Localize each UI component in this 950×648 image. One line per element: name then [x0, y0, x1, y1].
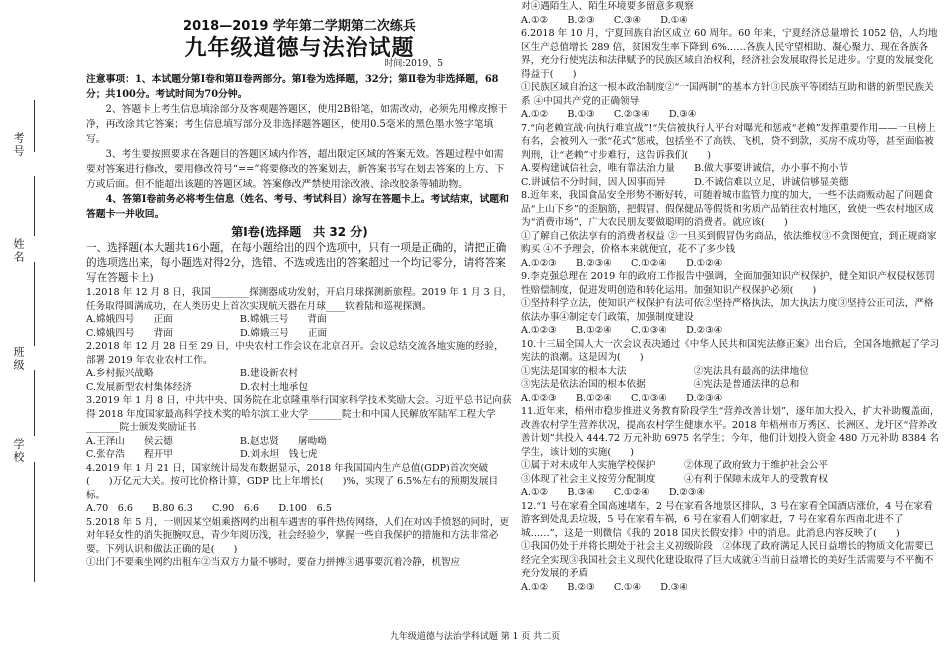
- option-line: ①宪法是国家的根本大法 ②宪法具有最高的法律地位: [521, 365, 809, 377]
- question-line: 1.2018 年 12 月 8 日，我国________探测器成功发射，开启月球探测新旅程。2019 年 1 月 3 日，任务取得圆满成功，在人类历史上首次实现航天器在月球____软着陆和巡视探测。: [86, 287, 512, 312]
- margin-line: [34, 176, 35, 236]
- option-line: C.讲诚信不分时间，因人因事而异 D.不诚信难以立足，讲诚信够显美德: [521, 176, 849, 188]
- option-line: C.发展新型农村集体经济 D.农村土地承包: [86, 381, 308, 393]
- option-line: A.①②③ B.①②④ C.①③④ D.②③④: [521, 325, 723, 336]
- notice-item-2: 2、答题卡上考生信息填涂部分及客观题答题区，使用2B铅笔，如需改动，必须先用橡皮擦干净，再改涂其它答案；考生信息填写部分及非选择题答题区，使用0.5毫米的黑色墨水签字笔填写。: [86, 103, 508, 145]
- option-line: C.张存浩 程开甲 D.刘永坦 钱七虎: [86, 449, 318, 460]
- notice-item-4: 4、答第Ⅰ卷前务必将考生信息（姓名、考号、考试科目）涂写在答题卡上。考试结束，试题和答题卡一并收回。: [86, 193, 509, 220]
- option-line: A.王泽山 侯云德 B.赵忠贤 屠呦呦: [86, 435, 327, 447]
- option-line: A.①②③ B.②③④ C.①②④ D.①②④: [521, 257, 723, 269]
- margin-line: [34, 100, 35, 152]
- option-line: A.要构建诚信社会，唯有靠法治力量 B.做大事要讲诚信，办小事不拘小节: [521, 163, 849, 174]
- exam-title: 2018—2019 学年第二学期第二次练兵: [183, 19, 416, 34]
- right-column: [521, 0, 941, 594]
- subject-title: 九年级道德与法治试题: [184, 35, 415, 61]
- question-line: 8.近年来，我国食品安全形势不断好转，可随着城市监管力度的加大，一些不法商贩动起了问题食品“上山下乡”的歪脑筋，把假冒、假保健品等假货和劣质产品销往农村地区，致使一些农村地区成为“消费市场”，广大农民朋友要做聪明的消费者。就应该( ): [521, 190, 934, 228]
- question-line: 10.十三届全国人大一次会议表决通过《中华人民共和国宪法修正案》出台后，全国各地掀起了学习宪法的浪潮。这是因为( ): [521, 338, 940, 363]
- question-line: 6.2018 年 10 月，宁夏回族自治区成立 60 周年。60 年来，宁夏经济总量增长 1052 倍，人均地区生产总值增长 289 倍，贫困发生率下降到 6%……各族人民守望相助、凝心聚力、现在各族各界，充分行使宪法和法律赋予的民族区域自治权利，经济社会发展取得长足进步。宁夏的发展变化得益于( ): [521, 28, 938, 80]
- question-line: ①民族区域自治这一根本政治制度②“一国两制”的基本方针③民族平等团结互助和谐的新型民族关系 ④中国共产党的正确领导: [521, 82, 934, 107]
- margin-label-name: 姓名: [12, 238, 25, 264]
- page-footer: 九年级道德与法治学科试题 第 1 页 共二页: [389, 632, 561, 642]
- margin-line: [34, 262, 35, 346]
- exam-time: 时间:2019、5: [384, 59, 443, 69]
- option-line: C.嫦娥四号 背面 D.嫦娥三号 正面: [86, 327, 328, 339]
- option-line: A.①② B.②③ C.①④ D.③④: [521, 581, 688, 593]
- section-title: 第Ⅰ卷(选择题 共 32 分): [231, 224, 368, 239]
- question-line: ①坚持科学立法，使知识产权保护有法可依②坚持严格执法，加大执法力度③坚持公正司法，严格依法办事④制定专门政策，加强制度建设: [521, 298, 934, 323]
- margin-label-class: 班级: [12, 346, 25, 372]
- question-line: 3.2019 年 1 月 8 日，中共中央、国务院在北京隆重举行国家科学技术奖励大会。习近平总书记向获得 2018 年度国家最高科学技术奖的哈尔滨工业大学_______院士和中国人民解放军陆军工程大学_______院士颁发奖励证书: [86, 395, 512, 433]
- option-line: A.嫦娥四号 正面 B.嫦娥三号 背面: [86, 314, 327, 325]
- notice-item-3: 3、考生要按照要求在各题目的答题区域内作答，超出限定区域的答案无效。答题过程中如需要对答案进行修改，要用修改符号“==”将要修改的答案划去，新答案书写在划去答案的上方、下方或后面。但不能超出该题的答题区域。答案修改严禁使用涂改液、涂改胶条等辅助物。: [86, 148, 505, 190]
- question-line: 12.“1 号在家看全国高速堵车，2 号在家看各地景区排队，3 号在家看全国酒店涨价，4 号在家看游客到处乱丢垃圾，5 号在家看车祸，6 号在家看人们朝家赶，7 号在家看东西南北进不了城……”，这是一则微信《我的 2018 国庆长假安排》中的消息。此消息内容反映了( ): [521, 500, 933, 539]
- option-line: A.①② B.①③ C.②③④ D.③④: [521, 109, 697, 120]
- margin-line: [34, 370, 35, 436]
- notice-block: [86, 72, 513, 222]
- option-line: A.①② B.③④ C.①②④ D.②③④: [521, 487, 706, 498]
- margin-line: [34, 462, 35, 582]
- margin-label-exam-number: 考号: [12, 132, 25, 158]
- margin-label-school: 学校: [12, 438, 25, 464]
- notice-item-1: 注意事项：1、本试题分第Ⅰ卷和第Ⅱ卷两部分。第Ⅰ卷为选择题，32分；第Ⅱ卷为非选择题，68分；共100分。考试时间为70分钟。: [86, 73, 499, 100]
- section-intro: 一、选择题(本大题共16小题，在每小题给出的四个选项中，只有一项是正确的，请把正确的选项选出来，每小题选对得2分，选错、不选或选出的答案超过一个均记零分，请将答案写在答题卡上): [86, 242, 507, 284]
- option-line: ③宪法是依法治国的根本依据 ④宪法是普通法律的总和: [521, 379, 800, 390]
- question-line: ①出门不要乘坐网约出租车②当双方力量不够时，要奋力拼搏③遇事要沉着冷静，机智应: [86, 557, 461, 568]
- question-line: 对④遇陌生人、陌生环境要多留意多观察: [521, 1, 694, 12]
- question-line: 5.2018 年 5 月，一则因某空姐乘搭网约出租车遇害的事件热传网络，人们在对凶手愤怒的同时，更对年轻女性的消失扼腕叹息，青少年阅历浅，社会经验少，掌握一些自我保护的措施和方法非常必要。下列认识和做法正确的是( ): [86, 516, 509, 555]
- option-line: ①属于对未成年人实施学校保护 ②体现了政府致力于维护社会公平: [521, 460, 828, 471]
- binding-margin: [0, 0, 80, 648]
- option-line: A.①②③ B.①②④ C.①③④ D.②③④: [521, 392, 723, 404]
- question-line: ①我国仍处于并将长期处于社会主义初级阶段 ②体现了政府满足人民日益增长的物质文化需要已经完全实现③我国社会主义现代化建设取得了巨大成就④当前日益增长的美好生活需要与不平衡不充分发展的矛盾: [521, 541, 934, 579]
- question-line: 7.“向老赖宣战·向执行难宣战”!“失信被执行人平台对曝光和惩戒“老赖”发挥重要作用——一旦榜上有名，会被列入一张“花式”惩戒，包括坐不了高铁、飞机，贷不到款，买房不成功等，甚至面临被判刑，让“老赖”寸步难行，这告诉我们( ): [521, 122, 936, 161]
- left-column: [86, 0, 513, 570]
- option-line: A.70 6.6 B.80 6.3 C.90 6.6 D.100 6.5: [86, 503, 332, 514]
- option-line: ③体现了社会主义按劳分配制度 ④有利于保障未成年人的受教育权: [521, 473, 828, 485]
- question-line: 9.李克强总理在 2019 年的政府工作报告中强调，全面加强知识产权保护，健全知识产权侵权惩罚性赔偿制度，促进发明创造和转化运用。加强知识产权保护必须( ): [521, 271, 935, 296]
- left-question-list: [86, 286, 513, 570]
- option-line: A.①② B.②③ C.③④ D.①④: [521, 14, 688, 26]
- question-line: 4.2019 年 1 月 21 日，国家统计局发布数据显示，2018 年我国国内生产总值(GDP)首次突破( )万亿元大关。按可比价格计算，GDP 比上年增长( )%，实现了 6.5%左右的预期发展目标。: [86, 462, 499, 501]
- question-line: ①了解自己依法享有的消费者权益 ②一旦买到假冒伪劣商品，依法维权③不贪图便宜，到正规商家购买 ④不予理会，价格本来就便宜，花不了多少钱: [521, 230, 937, 255]
- option-line: A.乡村振兴战略 B.建设新农村: [86, 368, 298, 379]
- question-line: 11.近年来，梧州市稳步推进义务教育阶段学生“营养改善计划”，逐年加大投入，扩大补助覆盖面，改善农村学生营养状况，提高农村学生健康水平。2018 年梧州市万秀区、长洲区、龙圩区“营养改善计划”共投入 444.72 万元补助 6975 名学生；今年，他们计划投入资金 480 万元补助 8384 名学生，该计划的实施( ): [521, 406, 940, 458]
- question-line: 2.2018 年 12 月 28 日至 29 日，中央农村工作会议在北京召开。会议总结交流各地实施的经验，部署 2019 年农业农村工作。: [86, 341, 504, 366]
